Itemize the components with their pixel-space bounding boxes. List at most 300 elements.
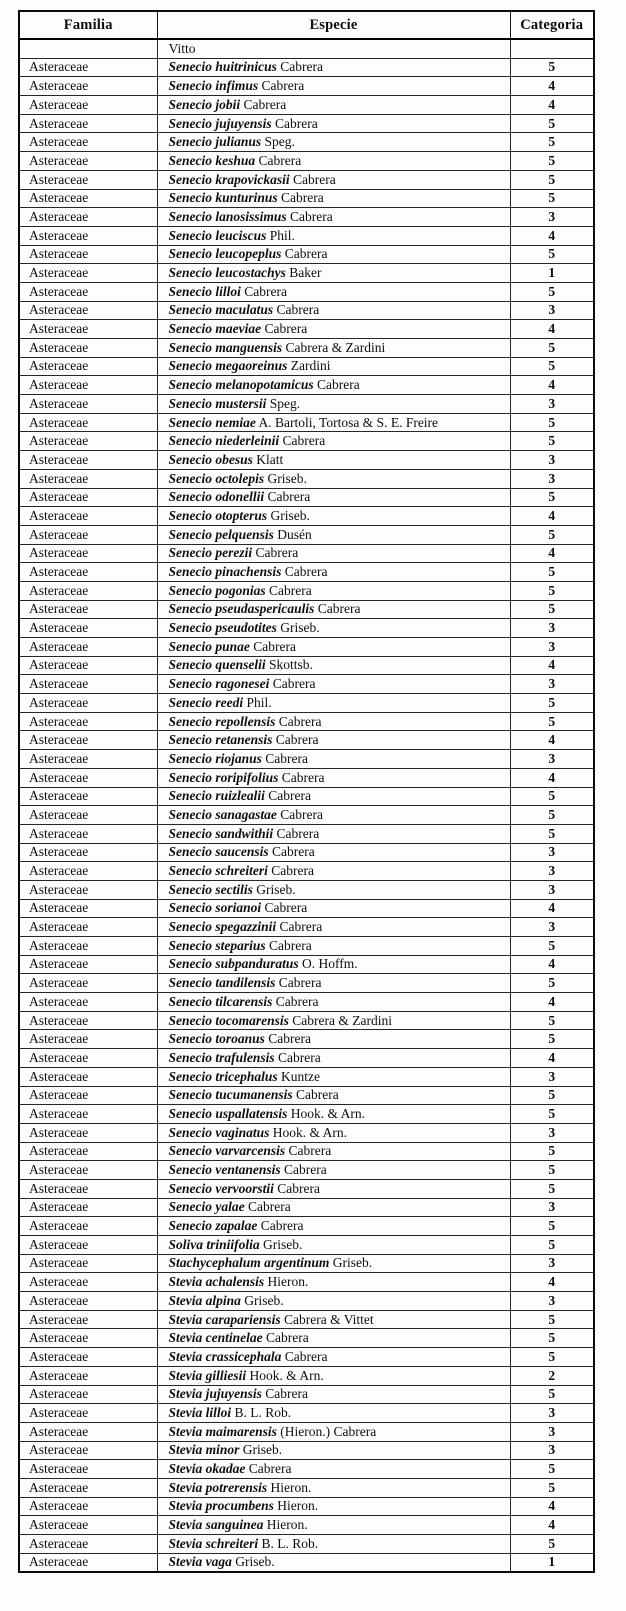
species-name: Senecio julianus <box>168 134 262 150</box>
table-row <box>19 1123 594 1142</box>
table-row <box>19 1254 594 1273</box>
especie-cell <box>157 1516 510 1535</box>
species-name: Senecio spegazzinii <box>168 919 277 935</box>
table-row <box>19 768 594 787</box>
species-author: Dusén <box>277 526 312 542</box>
species-name: Senecio tucumanensis <box>168 1087 293 1103</box>
familia-cell: Asteraceae <box>19 768 157 787</box>
species-name: Stevia crassicephala <box>168 1348 282 1364</box>
table-row <box>19 880 594 899</box>
especie-cell <box>157 824 510 843</box>
familia-cell: Asteraceae <box>19 1198 157 1217</box>
categoria-cell: 5 <box>510 824 594 843</box>
species-author: Zardini <box>290 358 331 374</box>
species-author: B. L. Rob. <box>261 1535 319 1551</box>
especie-cell <box>157 806 510 825</box>
species-author: Cabrera <box>280 59 324 75</box>
especie-cell <box>157 563 510 582</box>
table-row <box>19 525 594 544</box>
especie-cell <box>157 1142 510 1161</box>
especie-cell <box>157 395 510 414</box>
especie-cell <box>157 638 510 657</box>
especie-cell <box>157 1067 510 1086</box>
species-author: Hook. & Arn. <box>290 1105 366 1121</box>
categoria-cell: 5 <box>510 563 594 582</box>
especie-cell <box>157 320 510 339</box>
species-author: Cabrera <box>281 769 325 785</box>
table-row <box>19 1142 594 1161</box>
table-row <box>19 451 594 470</box>
categoria-cell: 5 <box>510 787 594 806</box>
column-header-especie: Especie <box>157 11 510 39</box>
table-row <box>19 1553 594 1572</box>
species-author: Cabrera <box>290 208 333 224</box>
categoria-cell: 5 <box>510 1217 594 1236</box>
species-author: Cabrera <box>275 115 318 131</box>
categoria-cell: 4 <box>510 768 594 787</box>
species-author: Cabrera <box>243 96 287 112</box>
especie-cell <box>157 694 510 713</box>
table-row <box>19 731 594 750</box>
table-row <box>19 993 594 1012</box>
species-name: Senecio odonellii <box>168 489 265 505</box>
species-name: Senecio subpanduratus <box>168 956 299 972</box>
species-name: Senecio vaginatus <box>168 1124 270 1140</box>
familia-cell: Asteraceae <box>19 507 157 526</box>
table-row <box>19 208 594 227</box>
table-row <box>19 675 594 694</box>
familia-cell: Asteraceae <box>19 563 157 582</box>
especie-cell <box>157 712 510 731</box>
species-author: B. L. Rob. <box>234 1404 292 1420</box>
familia-cell: Asteraceae <box>19 955 157 974</box>
categoria-cell: 5 <box>510 245 594 264</box>
species-author: Cabrera <box>279 919 323 935</box>
categoria-cell <box>510 39 594 58</box>
table-row <box>19 712 594 731</box>
table-row <box>19 133 594 152</box>
especie-cell <box>157 675 510 694</box>
species-author: Cabrera <box>296 1087 339 1103</box>
especie-cell <box>157 133 510 152</box>
categoria-cell: 1 <box>510 1553 594 1572</box>
categoria-cell: 5 <box>510 152 594 171</box>
species-author: Speg. <box>264 134 295 150</box>
categoria-cell: 5 <box>510 1179 594 1198</box>
categoria-cell: 5 <box>510 694 594 713</box>
table-row <box>19 1478 594 1497</box>
species-name: Senecio jobii <box>168 96 241 112</box>
categoria-cell: 5 <box>510 937 594 956</box>
species-author: Cabrera <box>282 433 326 449</box>
familia-cell: Asteraceae <box>19 974 157 993</box>
especie-cell <box>157 39 510 58</box>
especie-cell <box>157 1049 510 1068</box>
familia-cell: Asteraceae <box>19 1310 157 1329</box>
especie-cell <box>157 96 510 115</box>
familia-cell: Asteraceae <box>19 301 157 320</box>
species-name: Senecio krapovickasii <box>168 171 290 187</box>
especie-cell <box>157 58 510 77</box>
familia-cell: Asteraceae <box>19 1011 157 1030</box>
categoria-cell: 5 <box>510 189 594 208</box>
familia-cell: Asteraceae <box>19 712 157 731</box>
familia-cell: Asteraceae <box>19 1123 157 1142</box>
table-row <box>19 39 594 58</box>
table-row <box>19 432 594 451</box>
categoria-cell: 2 <box>510 1366 594 1385</box>
familia-cell: Asteraceae <box>19 1049 157 1068</box>
familia-cell: Asteraceae <box>19 1142 157 1161</box>
table-row <box>19 77 594 96</box>
especie-cell <box>157 1273 510 1292</box>
species-name: Senecio pelquensis <box>168 526 274 542</box>
species-author: A. Bartoli, Tortosa & S. E. Freire <box>258 414 439 430</box>
especie-cell <box>157 1310 510 1329</box>
familia-cell: Asteraceae <box>19 1292 157 1311</box>
familia-cell: Asteraceae <box>19 395 157 414</box>
familia-cell: Asteraceae <box>19 1329 157 1348</box>
species-author: Hook. & Arn. <box>272 1124 348 1140</box>
especie-cell <box>157 993 510 1012</box>
familia-cell: Asteraceae <box>19 525 157 544</box>
species-author: Cabrera <box>255 545 299 561</box>
species-author: Phil. <box>246 694 272 710</box>
especie-cell <box>157 282 510 301</box>
table-row <box>19 1422 594 1441</box>
species-name: Senecio infimus <box>168 78 259 94</box>
species-name: Senecio octolepis <box>168 470 265 486</box>
table-row <box>19 1198 594 1217</box>
species-name: Senecio roripifolius <box>168 769 279 785</box>
species-name: Senecio pinachensis <box>168 564 282 579</box>
especie-cell <box>157 1478 510 1497</box>
species-author: Cabrera <box>244 283 287 299</box>
table-row <box>19 152 594 171</box>
species-name: Senecio niederleinii <box>168 433 280 449</box>
especie-cell <box>157 451 510 470</box>
especie-cell <box>157 413 510 432</box>
species-name: Senecio ruizlealii <box>168 788 265 804</box>
categoria-cell: 5 <box>510 974 594 993</box>
categoria-cell: 5 <box>510 170 594 189</box>
familia-cell: Asteraceae <box>19 619 157 638</box>
species-name: Senecio schreiteri <box>168 863 268 878</box>
familia-cell: Asteraceae <box>19 1404 157 1423</box>
especie-cell <box>157 1236 510 1255</box>
table-row <box>19 339 594 358</box>
especie-cell <box>157 469 510 488</box>
species-author: Griseb. <box>280 620 320 636</box>
species-author: Cabrera & Zardini <box>292 1012 392 1028</box>
species-name: Senecio varvarcensis <box>168 1143 286 1159</box>
species-name: Senecio melanopotamicus <box>168 377 314 393</box>
categoria-cell: 4 <box>510 1049 594 1068</box>
familia-cell: Asteraceae <box>19 880 157 899</box>
table-row <box>19 376 594 395</box>
species-name: Senecio retanensis <box>168 732 273 748</box>
categoria-cell: 5 <box>510 1105 594 1124</box>
categoria-cell: 4 <box>510 96 594 115</box>
species-table-body <box>19 39 594 1572</box>
especie-cell <box>157 1123 510 1142</box>
especie-cell <box>157 339 510 358</box>
table-row <box>19 1273 594 1292</box>
species-author: Cabrera <box>281 190 324 206</box>
species-name: Senecio yalae <box>168 1199 245 1215</box>
especie-cell <box>157 955 510 974</box>
categoria-cell: 5 <box>510 525 594 544</box>
categoria-cell: 4 <box>510 1273 594 1292</box>
table-row <box>19 824 594 843</box>
species-name: Senecio lanosissimus <box>168 208 287 224</box>
table-row <box>19 937 594 956</box>
especie-cell <box>157 1366 510 1385</box>
species-name: Senecio jujuyensis <box>168 115 272 131</box>
species-name: Stevia procumbens <box>168 1498 274 1514</box>
especie-cell <box>157 77 510 96</box>
table-row <box>19 488 594 507</box>
especie-cell <box>157 731 510 750</box>
especie-cell <box>157 525 510 544</box>
species-author: Griseb. <box>256 881 296 897</box>
species-name: Senecio manguensis <box>168 339 283 355</box>
familia-cell: Asteraceae <box>19 451 157 470</box>
familia-cell: Asteraceae <box>19 170 157 189</box>
categoria-cell: 4 <box>510 544 594 563</box>
categoria-cell: 4 <box>510 1497 594 1516</box>
categoria-cell: 5 <box>510 1236 594 1255</box>
familia-cell: Asteraceae <box>19 843 157 862</box>
species-name: Stevia jujuyensis <box>168 1386 262 1402</box>
familia-cell: Asteraceae <box>19 638 157 657</box>
table-row <box>19 1011 594 1030</box>
table-row <box>19 656 594 675</box>
table-row <box>19 544 594 563</box>
especie-cell <box>157 862 510 881</box>
especie-cell <box>157 1105 510 1124</box>
species-author: Hieron. <box>270 1479 312 1495</box>
species-author: Cabrera <box>317 601 361 617</box>
species-author: Griseb. <box>263 1236 303 1252</box>
species-author: Cabrera <box>284 564 328 579</box>
table-row <box>19 1086 594 1105</box>
species-author: Cabrera <box>260 1218 304 1234</box>
table-row <box>19 1236 594 1255</box>
familia-cell: Asteraceae <box>19 1236 157 1255</box>
familia-cell: Asteraceae <box>19 731 157 750</box>
categoria-cell: 4 <box>510 226 594 245</box>
especie-cell <box>157 1348 510 1367</box>
familia-cell: Asteraceae <box>19 1067 157 1086</box>
categoria-cell: 4 <box>510 993 594 1012</box>
familia-cell: Asteraceae <box>19 133 157 152</box>
categoria-cell: 1 <box>510 264 594 283</box>
familia-cell: Asteraceae <box>19 1460 157 1479</box>
especie-cell <box>157 1460 510 1479</box>
especie-cell <box>157 1011 510 1030</box>
familia-cell: Asteraceae <box>19 320 157 339</box>
species-name: Senecio obesus <box>168 451 253 467</box>
especie-cell <box>157 768 510 787</box>
especie-cell <box>157 899 510 918</box>
table-row <box>19 1516 594 1535</box>
familia-cell: Asteraceae <box>19 993 157 1012</box>
familia-cell: Asteraceae <box>19 58 157 77</box>
categoria-cell: 5 <box>510 712 594 731</box>
especie-cell <box>157 1198 510 1217</box>
familia-cell: Asteraceae <box>19 1535 157 1554</box>
especie-cell <box>157 1441 510 1460</box>
categoria-cell: 4 <box>510 376 594 395</box>
species-author: Cabrera & Vittet <box>284 1311 374 1327</box>
familia-cell: Asteraceae <box>19 1086 157 1105</box>
species-name: Senecio sanagastae <box>168 806 277 822</box>
categoria-cell: 5 <box>510 58 594 77</box>
species-name: Stevia vaga <box>168 1554 232 1570</box>
species-name: Stachycephalum argentinum <box>168 1255 330 1271</box>
species-table <box>18 10 595 1573</box>
familia-cell: Asteraceae <box>19 1478 157 1497</box>
species-name: Senecio keshua <box>168 152 256 168</box>
categoria-cell: 5 <box>510 114 594 133</box>
categoria-cell: 3 <box>510 675 594 694</box>
especie-cell <box>157 208 510 227</box>
species-name: Senecio ragonesei <box>168 676 270 692</box>
table-row <box>19 96 594 115</box>
species-author: Griseb. <box>244 1292 284 1308</box>
categoria-cell: 3 <box>510 1198 594 1217</box>
species-name: Stevia okadae <box>168 1461 246 1476</box>
categoria-cell: 5 <box>510 1385 594 1404</box>
familia-cell: Asteraceae <box>19 1516 157 1535</box>
species-author: Cabrera <box>258 152 302 168</box>
table-row <box>19 918 594 937</box>
especie-cell <box>157 1179 510 1198</box>
categoria-cell: 5 <box>510 1535 594 1554</box>
species-author: Vitto <box>168 40 196 56</box>
species-name: Senecio kunturinus <box>168 190 278 206</box>
species-author: Griseb. <box>242 1442 283 1458</box>
categoria-cell: 3 <box>510 395 594 414</box>
species-name: Senecio sorianoi <box>168 900 262 916</box>
categoria-cell: 5 <box>510 1460 594 1479</box>
species-author: Cabrera <box>293 171 336 187</box>
species-name: Stevia centinelae <box>168 1330 263 1346</box>
especie-cell <box>157 600 510 619</box>
table-row <box>19 1460 594 1479</box>
categoria-cell: 5 <box>510 1478 594 1497</box>
species-author: Cabrera <box>268 788 311 804</box>
species-author: Cabrera <box>265 1330 309 1346</box>
species-name: Senecio pseudaspericaulis <box>168 601 315 617</box>
categoria-cell: 3 <box>510 638 594 657</box>
species-name: Senecio leucostachys <box>168 265 286 280</box>
categoria-cell: 3 <box>510 918 594 937</box>
species-author: Cabrera <box>284 246 328 262</box>
species-name: Senecio leucopeplus <box>168 246 282 262</box>
species-name: Senecio ventanensis <box>168 1162 281 1177</box>
species-name: Senecio zapalae <box>168 1218 258 1234</box>
familia-cell: Asteraceae <box>19 1273 157 1292</box>
familia-cell: Asteraceae <box>19 1217 157 1236</box>
categoria-cell: 3 <box>510 451 594 470</box>
table-row <box>19 1161 594 1180</box>
table-row <box>19 114 594 133</box>
species-author: Cabrera <box>267 489 311 505</box>
species-name: Stevia achalensis <box>168 1274 265 1290</box>
species-author: Speg. <box>269 395 301 411</box>
categoria-cell: 5 <box>510 1011 594 1030</box>
species-author: Skottsb. <box>269 657 313 673</box>
species-author: Cabrera <box>265 750 309 766</box>
familia-cell: Asteraceae <box>19 1441 157 1460</box>
familia-cell: Asteraceae <box>19 469 157 488</box>
familia-cell: Asteraceae <box>19 96 157 115</box>
familia-cell: Asteraceae <box>19 245 157 264</box>
table-row <box>19 843 594 862</box>
familia-cell: Asteraceae <box>19 152 157 171</box>
species-name: Senecio pseudotites <box>168 620 277 636</box>
species-author: Cabrera <box>271 863 314 878</box>
species-name: Senecio steparius <box>168 937 266 953</box>
categoria-cell: 5 <box>510 339 594 358</box>
species-author: Cabrera <box>264 321 308 337</box>
categoria-cell: 3 <box>510 1292 594 1311</box>
species-author: Hieron. <box>267 1274 309 1290</box>
categoria-cell: 4 <box>510 656 594 675</box>
table-row <box>19 581 594 600</box>
categoria-cell: 5 <box>510 1030 594 1049</box>
table-row <box>19 301 594 320</box>
especie-cell <box>157 1497 510 1516</box>
species-name: Senecio trafulensis <box>168 1049 275 1065</box>
categoria-cell: 5 <box>510 581 594 600</box>
especie-cell <box>157 1217 510 1236</box>
categoria-cell: 3 <box>510 1441 594 1460</box>
especie-cell <box>157 1292 510 1311</box>
familia-cell: Asteraceae <box>19 189 157 208</box>
familia-cell: Asteraceae <box>19 357 157 376</box>
familia-cell: Asteraceae <box>19 544 157 563</box>
table-row <box>19 1348 594 1367</box>
table-row <box>19 600 594 619</box>
categoria-cell: 5 <box>510 1348 594 1367</box>
species-author: Baker <box>289 265 322 280</box>
table-row <box>19 357 594 376</box>
categoria-cell: 3 <box>510 843 594 862</box>
familia-cell: Asteraceae <box>19 750 157 769</box>
especie-cell <box>157 1329 510 1348</box>
categoria-cell: 4 <box>510 77 594 96</box>
categoria-cell: 4 <box>510 955 594 974</box>
table-row <box>19 170 594 189</box>
categoria-cell: 5 <box>510 488 594 507</box>
familia-cell: Asteraceae <box>19 1161 157 1180</box>
especie-cell <box>157 488 510 507</box>
especie-cell <box>157 1161 510 1180</box>
table-row <box>19 1385 594 1404</box>
categoria-cell: 5 <box>510 1329 594 1348</box>
species-name: Senecio mustersii <box>168 395 267 411</box>
familia-cell: Asteraceae <box>19 376 157 395</box>
familia-cell: Asteraceae <box>19 806 157 825</box>
species-name: Senecio perezii <box>168 545 253 561</box>
familia-cell: Asteraceae <box>19 1385 157 1404</box>
familia-cell: Asteraceae <box>19 1553 157 1572</box>
categoria-cell: 4 <box>510 731 594 750</box>
table-row <box>19 413 594 432</box>
